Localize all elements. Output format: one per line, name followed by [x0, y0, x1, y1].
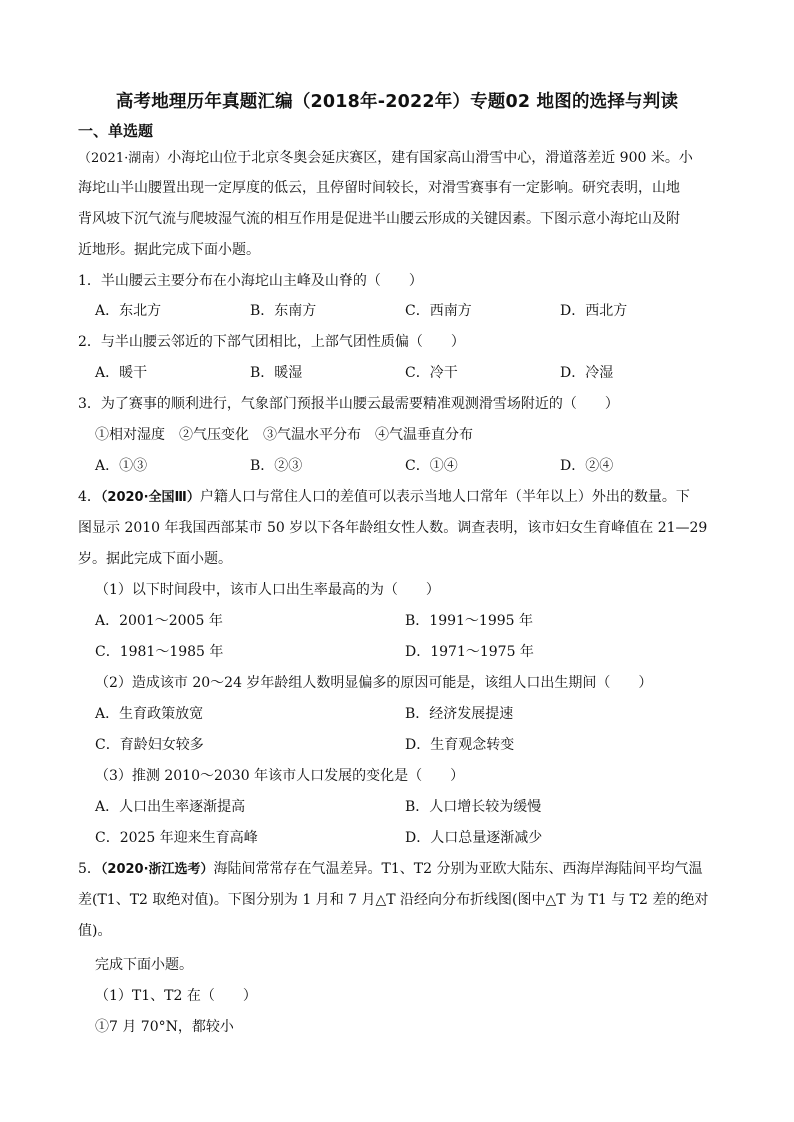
question-5-intro-line-3: 值)。	[78, 923, 112, 939]
q1-option-c[interactable]: C．西南方	[405, 303, 472, 319]
page-title: 高考地理历年真题汇编（2018年-2022年）专题02 地图的选择与判读	[115, 92, 679, 112]
question-4-intro-line-3: 岁。据此完成下面小题。	[78, 551, 232, 567]
q4-2-option-a[interactable]: A．生育政策放宽	[95, 706, 204, 722]
q5-text: 海陆间常常存在气温差异。T1、T2 分别为亚欧大陆东、西海岸海陆间平均气温	[213, 861, 703, 877]
intro-source: （2021·湖南）	[78, 151, 168, 166]
q4-1-stem: （1）以下时间段中，该市人口出生率最高的为（ ）	[95, 582, 440, 598]
q3-option-b[interactable]: B．②③	[250, 458, 303, 474]
question-4-intro-line-2: 图显示 2010 年我国西部某市 50 岁以下各年龄组女性人数。调查表明，该市妇女生育峰值在 21—29	[78, 520, 708, 536]
q4-number: 4．	[78, 489, 101, 505]
q5-number: 5．	[78, 861, 101, 877]
q4-3-option-c[interactable]: C．2025 年迎来生育高峰	[95, 830, 258, 846]
q3-option-a[interactable]: A．①③	[95, 458, 148, 474]
q1-option-b[interactable]: B．东南方	[250, 303, 317, 319]
q1-option-d[interactable]: D．西北方	[560, 303, 628, 319]
q4-3-option-a[interactable]: A．人口出生率逐渐提高	[95, 799, 246, 815]
intro-line-4: 近地形。据此完成下面小题。	[78, 242, 260, 258]
q2-option-d[interactable]: D．冷湿	[560, 365, 614, 381]
intro-text: 小海坨山位于北京冬奥会延庆赛区，建有国家高山滑雪中心，滑道落差近 900 米。小	[167, 150, 693, 166]
q3-option-c[interactable]: C．①④	[405, 458, 458, 474]
q4-source: （2020·全国Ⅲ）	[100, 490, 200, 505]
q4-3-option-b[interactable]: B．人口增长较为缓慢	[405, 799, 542, 815]
q4-1-option-d[interactable]: D．1971～1975 年	[405, 644, 534, 660]
q4-text: 户籍人口与常住人口的差值可以表示当地人口常年（半年以上）外出的数量。下	[199, 489, 690, 505]
question-4-intro-line-1	[78, 487, 690, 508]
q4-2-option-c[interactable]: C．育龄妇女较多	[95, 737, 204, 753]
q1-option-a[interactable]: A．东北方	[95, 303, 162, 319]
q4-2-option-b[interactable]: B．经济发展提速	[405, 706, 514, 722]
q4-1-option-a[interactable]: A．2001～2005 年	[95, 613, 223, 629]
question-2-stem: 2．与半山腰云邻近的下部气团相比，上部气团性质偏（ ）	[78, 334, 465, 350]
q2-option-b[interactable]: B．暖湿	[250, 365, 303, 381]
q2-option-a[interactable]: A．暖干	[95, 365, 148, 381]
intro-line-1	[78, 148, 693, 169]
intro-line-2: 海坨山半山腰置出现一定厚度的低云，且停留时间较长，对滑雪赛事有一定影响。研究表明，山地	[78, 180, 680, 196]
q3-option-d[interactable]: D．②④	[560, 458, 614, 474]
q4-2-option-d[interactable]: D．生育观念转变	[405, 737, 515, 753]
question-5-intro-line-4: 完成下面小题。	[95, 957, 193, 973]
question-3-stem: 3．为了赛事的顺利进行，气象部门预报半山腰云最需要精准观测滑雪场附近的（ ）	[78, 396, 619, 412]
q3-items: ①相对湿度 ②气压变化 ③气温水平分布 ④气温垂直分布	[95, 427, 473, 443]
intro-line-3: 背风坡下沉气流与爬坡湿气流的相互作用是促进半山腰云形成的关键因素。下图示意小海坨山及附	[78, 211, 680, 227]
question-5-intro-line-2: 差(T1、T2 取绝对值)。下图分别为 1 月和 7 月△T 沿经向分布折线图(图中△T 为 T1 与 T2 差的绝对	[78, 892, 709, 908]
q2-option-c[interactable]: C．冷干	[405, 365, 458, 381]
q4-3-option-d[interactable]: D．人口总量逐渐减少	[405, 830, 543, 846]
section-heading: 一、单选题	[78, 122, 154, 140]
q4-3-stem: （3）推测 2010～2030 年该市人口发展的变化是（ ）	[95, 768, 465, 784]
q5-1-item-1: ①7 月 70°N，都较小	[95, 1019, 234, 1035]
question-1-stem: 1．半山腰云主要分布在小海坨山主峰及山脊的（ ）	[78, 273, 423, 289]
q4-1-option-b[interactable]: B．1991～1995 年	[405, 613, 533, 629]
q5-1-stem: （1）T1、T2 在（ ）	[95, 988, 257, 1004]
q4-2-stem: （2）造成该市 20～24 岁年龄组人数明显偏多的原因可能是，该组人口出生期间（ ）	[95, 675, 653, 691]
q4-1-option-c[interactable]: C．1981～1985 年	[95, 644, 224, 660]
question-5-intro-line-1	[78, 859, 703, 880]
q5-source: （2020·浙江选考）	[100, 862, 214, 877]
